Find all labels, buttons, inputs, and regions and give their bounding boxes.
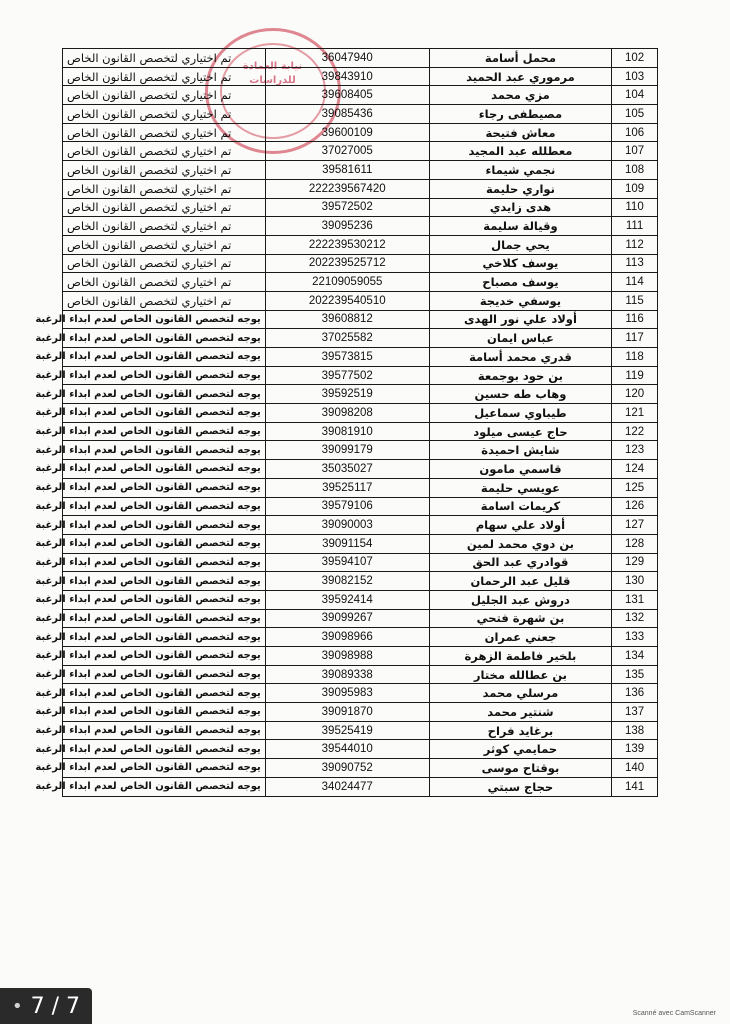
cell-student-id: 39082152	[265, 572, 429, 591]
cell-row-number: 103	[612, 67, 658, 86]
cell-student-id: 39592519	[265, 385, 429, 404]
table-row	[63, 291, 658, 310]
table-row	[63, 86, 658, 105]
cell-note: يوجه لتخصص القانون الخاص لعدم ابداء الرغبة	[63, 665, 266, 684]
cell-student-name: بن شهرة فتحي	[429, 609, 611, 628]
cell-note: تم اختياري لتخصص القانون الخاص	[63, 123, 266, 142]
cell-student-name: بلخير فاطمة الزهرة	[429, 647, 611, 666]
table-row	[63, 310, 658, 329]
cell-student-name: بن دوي محمد لمين	[429, 534, 611, 553]
cell-note: يوجه لتخصص القانون الخاص لعدم ابداء الرغبة	[63, 684, 266, 703]
table-row	[63, 534, 658, 553]
cell-row-number: 134	[612, 647, 658, 666]
cell-student-name: أولاد علي سهام	[429, 516, 611, 535]
cell-note: يوجه لتخصص القانون الخاص لعدم ابداء الرغبة	[63, 310, 266, 329]
cell-note: تم اختياري لتخصص القانون الخاص	[63, 273, 266, 292]
cell-row-number: 118	[612, 348, 658, 367]
table-row	[63, 404, 658, 423]
cell-note: يوجه لتخصص القانون الخاص لعدم ابداء الرغبة	[63, 329, 266, 348]
table-row	[63, 740, 658, 759]
cell-student-name: بن حود بوجمعة	[429, 366, 611, 385]
cell-student-name: دروش عبد الجليل	[429, 590, 611, 609]
cell-student-id: 39090003	[265, 516, 429, 535]
roster-body	[35, 49, 658, 797]
cell-note: يوجه لتخصص القانون الخاص لعدم ابداء الرغبة	[63, 721, 266, 740]
cell-row-number: 123	[612, 441, 658, 460]
cell-row-number: 124	[612, 460, 658, 479]
cell-student-id: 39099179	[265, 441, 429, 460]
cell-row-number: 125	[612, 478, 658, 497]
cell-student-id: 39577502	[265, 366, 429, 385]
cell-row-number: 104	[612, 86, 658, 105]
cell-student-id: 39098208	[265, 404, 429, 423]
table-row	[63, 441, 658, 460]
table-row	[63, 179, 658, 198]
cell-row-number: 133	[612, 628, 658, 647]
table-row	[63, 759, 658, 778]
cell-note: يوجه لتخصص القانون الخاص لعدم ابداء الرغبة	[63, 534, 266, 553]
cell-note: تم اختياري لتخصص القانون الخاص	[63, 235, 266, 254]
cell-row-number: 127	[612, 516, 658, 535]
cell-student-id: 39608405	[265, 86, 429, 105]
cell-note: يوجه لتخصص القانون الخاص لعدم ابداء الرغبة	[63, 553, 266, 572]
table-row	[63, 142, 658, 161]
cell-student-name: عباس ايمان	[429, 329, 611, 348]
cell-row-number: 128	[612, 534, 658, 553]
table-row	[63, 572, 658, 591]
cell-student-name: معطلله عبد المجيد	[429, 142, 611, 161]
cell-row-number: 126	[612, 497, 658, 516]
table-row	[63, 478, 658, 497]
cell-student-name: مرسلي محمد	[429, 684, 611, 703]
cell-student-id: 36047940	[265, 49, 429, 68]
cell-note: تم اختياري لتخصص القانون الخاص	[63, 49, 266, 68]
cell-student-name: هدى زايدي	[429, 198, 611, 217]
cell-note: يوجه لتخصص القانون الخاص لعدم ابداء الرغبة	[63, 759, 266, 778]
cell-student-name: معاش فتيحة	[429, 123, 611, 142]
cell-row-number: 105	[612, 105, 658, 124]
table-row	[63, 198, 658, 217]
cell-note: يوجه لتخصص القانون الخاص لعدم ابداء الرغبة	[63, 460, 266, 479]
cell-student-id: 222239530212	[265, 235, 429, 254]
cell-student-id: 39095983	[265, 684, 429, 703]
table-row	[63, 161, 658, 180]
cell-student-id: 35035027	[265, 460, 429, 479]
cell-student-id: 39095236	[265, 217, 429, 236]
cell-student-name: طيباوي سماعيل	[429, 404, 611, 423]
cell-note: تم اختياري لتخصص القانون الخاص	[63, 254, 266, 273]
cell-note: يوجه لتخصص القانون الخاص لعدم ابداء الرغبة	[63, 404, 266, 423]
cell-student-name: مصيطفى رجاء	[429, 105, 611, 124]
cell-note: يوجه لتخصص القانون الخاص لعدم ابداء الرغبة	[63, 572, 266, 591]
cell-student-name: نجمي شيماء	[429, 161, 611, 180]
cell-student-name: مزي محمد	[429, 86, 611, 105]
cell-row-number: 131	[612, 590, 658, 609]
cell-note: يوجه لتخصص القانون الخاص لعدم ابداء الرغبة	[63, 590, 266, 609]
table-row	[63, 422, 658, 441]
cell-row-number: 109	[612, 179, 658, 198]
cell-student-name: عويسي حليمة	[429, 478, 611, 497]
cell-row-number: 116	[612, 310, 658, 329]
cell-student-name: جعني عمران	[429, 628, 611, 647]
page-indicator	[0, 988, 92, 1024]
table-row	[63, 647, 658, 666]
cell-student-name: حاج عيسى ميلود	[429, 422, 611, 441]
cell-note: يوجه لتخصص القانون الخاص لعدم ابداء الرغبة	[63, 777, 266, 796]
cell-student-id: 39600109	[265, 123, 429, 142]
cell-student-name: محمل أسامة	[429, 49, 611, 68]
cell-note: يوجه لتخصص القانون الخاص لعدم ابداء الرغبة	[63, 497, 266, 516]
page-indicator-text: 7 / 7	[30, 993, 81, 1019]
cell-student-name: حمايمي كوثر	[429, 740, 611, 759]
cell-row-number: 115	[612, 291, 658, 310]
cell-student-id: 39579106	[265, 497, 429, 516]
cell-student-name: وهاب طه حسين	[429, 385, 611, 404]
cell-note: تم اختياري لتخصص القانون الخاص	[63, 291, 266, 310]
cell-row-number: 110	[612, 198, 658, 217]
stamp-text: نيابة العمادة للدراسات	[242, 61, 303, 86]
cell-note: يوجه لتخصص القانون الخاص لعدم ابداء الرغبة	[63, 422, 266, 441]
table-row	[63, 105, 658, 124]
cell-note: تم اختياري لتخصص القانون الخاص	[63, 217, 266, 236]
cell-student-name: مرموري عبد الحميد	[429, 67, 611, 86]
cell-student-id: 39608812	[265, 310, 429, 329]
cell-note: يوجه لتخصص القانون الخاص لعدم ابداء الرغبة	[63, 348, 266, 367]
cell-note: تم اختياري لتخصص القانون الخاص	[63, 86, 266, 105]
cell-student-id: 39525419	[265, 721, 429, 740]
cell-row-number: 112	[612, 235, 658, 254]
cell-student-id: 39525117	[265, 478, 429, 497]
table-row	[63, 329, 658, 348]
table-row	[63, 590, 658, 609]
table-row	[63, 385, 658, 404]
table-row	[63, 777, 658, 796]
cell-student-id: 39572502	[265, 198, 429, 217]
student-roster-table	[35, 48, 658, 797]
cell-row-number: 130	[612, 572, 658, 591]
cell-student-name: بوقتاح موسى	[429, 759, 611, 778]
cell-row-number: 102	[612, 49, 658, 68]
cell-student-name: قوادري عبد الحق	[429, 553, 611, 572]
cell-note: يوجه لتخصص القانون الخاص لعدم ابداء الرغبة	[63, 441, 266, 460]
cell-student-id: 39099267	[265, 609, 429, 628]
table-row	[63, 721, 658, 740]
cell-row-number: 137	[612, 703, 658, 722]
cell-note: يوجه لتخصص القانون الخاص لعدم ابداء الرغبة	[63, 516, 266, 535]
cell-row-number: 132	[612, 609, 658, 628]
table-row	[63, 665, 658, 684]
table-row	[63, 497, 658, 516]
cell-student-name: نواري حليمة	[429, 179, 611, 198]
cell-row-number: 135	[612, 665, 658, 684]
cell-row-number: 114	[612, 273, 658, 292]
table-row	[63, 553, 658, 572]
cell-student-name: يحي جمال	[429, 235, 611, 254]
table-row	[63, 217, 658, 236]
table-row	[63, 609, 658, 628]
cell-row-number: 122	[612, 422, 658, 441]
cell-row-number: 108	[612, 161, 658, 180]
cell-student-id: 37025582	[265, 329, 429, 348]
table-row	[63, 516, 658, 535]
cell-row-number: 129	[612, 553, 658, 572]
cell-student-id: 39098966	[265, 628, 429, 647]
table-row	[63, 49, 658, 68]
cell-student-name: يوسف كلاخي	[429, 254, 611, 273]
cell-note: يوجه لتخصص القانون الخاص لعدم ابداء الرغبة	[63, 385, 266, 404]
cell-note: يوجه لتخصص القانون الخاص لعدم ابداء الرغبة	[63, 628, 266, 647]
cell-student-name: قليل عبد الرحمان	[429, 572, 611, 591]
table-row	[63, 123, 658, 142]
table-row	[63, 67, 658, 86]
cell-student-id: 39089338	[265, 665, 429, 684]
table-row	[63, 348, 658, 367]
cell-student-id: 37027005	[265, 142, 429, 161]
cell-note: تم اختياري لتخصص القانون الخاص	[63, 161, 266, 180]
cell-student-id: 39843910	[265, 67, 429, 86]
table-row	[63, 273, 658, 292]
table-row	[63, 628, 658, 647]
cell-row-number: 120	[612, 385, 658, 404]
table-row	[63, 703, 658, 722]
cell-student-id: 39581611	[265, 161, 429, 180]
dot-icon: •	[11, 995, 23, 1017]
cell-row-number: 136	[612, 684, 658, 703]
cell-student-name: يوسف مصباح	[429, 273, 611, 292]
camscanner-watermark: Scanné avec CamScanner	[632, 1010, 716, 1017]
cell-student-name: وقيالة سليمة	[429, 217, 611, 236]
cell-row-number: 106	[612, 123, 658, 142]
cell-student-id: 39544010	[265, 740, 429, 759]
cell-student-id: 39594107	[265, 553, 429, 572]
cell-student-id: 22109059055	[265, 273, 429, 292]
cell-student-id: 39085436	[265, 105, 429, 124]
cell-student-id: 222239567420	[265, 179, 429, 198]
cell-row-number: 111	[612, 217, 658, 236]
cell-note: يوجه لتخصص القانون الخاص لعدم ابداء الرغبة	[63, 478, 266, 497]
cell-note: يوجه لتخصص القانون الخاص لعدم ابداء الرغبة	[63, 740, 266, 759]
cell-student-name: كريمات اسامة	[429, 497, 611, 516]
cell-note: يوجه لتخصص القانون الخاص لعدم ابداء الرغبة	[63, 703, 266, 722]
cell-note: تم اختياري لتخصص القانون الخاص	[63, 198, 266, 217]
cell-student-name: قدري محمد أسامة	[429, 348, 611, 367]
cell-row-number: 140	[612, 759, 658, 778]
cell-student-id: 34024477	[265, 777, 429, 796]
cell-student-name: قاسمي مامون	[429, 460, 611, 479]
cell-row-number: 121	[612, 404, 658, 423]
cell-student-name: يوسفي خديجة	[429, 291, 611, 310]
cell-note: تم اختياري لتخصص القانون الخاص	[63, 105, 266, 124]
cell-note: تم اختياري لتخصص القانون الخاص	[63, 67, 266, 86]
cell-student-id: 39091870	[265, 703, 429, 722]
cell-student-id: 39081910	[265, 422, 429, 441]
cell-note: يوجه لتخصص القانون الخاص لعدم ابداء الرغبة	[63, 366, 266, 385]
cell-student-id: 39573815	[265, 348, 429, 367]
cell-note: تم اختياري لتخصص القانون الخاص	[63, 179, 266, 198]
table-row	[63, 366, 658, 385]
cell-row-number: 107	[612, 142, 658, 161]
cell-row-number: 113	[612, 254, 658, 273]
cell-student-name: أولاد علي نور الهدى	[429, 310, 611, 329]
cell-student-name: شايش احميدة	[429, 441, 611, 460]
cell-note: تم اختياري لتخصص القانون الخاص	[63, 142, 266, 161]
cell-student-id: 39592414	[265, 590, 429, 609]
cell-row-number: 141	[612, 777, 658, 796]
cell-student-name: برغايد فراح	[429, 721, 611, 740]
table-row	[63, 460, 658, 479]
cell-student-id: 202239540510	[265, 291, 429, 310]
cell-row-number: 119	[612, 366, 658, 385]
cell-student-id: 39098988	[265, 647, 429, 666]
cell-student-name: حجاج سبتي	[429, 777, 611, 796]
table-row	[63, 684, 658, 703]
cell-row-number: 139	[612, 740, 658, 759]
cell-row-number: 138	[612, 721, 658, 740]
cell-row-number: 117	[612, 329, 658, 348]
cell-student-id: 202239525712	[265, 254, 429, 273]
cell-student-id: 39091154	[265, 534, 429, 553]
table-row	[63, 254, 658, 273]
cell-student-name: بن عطالله مختار	[429, 665, 611, 684]
cell-note: يوجه لتخصص القانون الخاص لعدم ابداء الرغبة	[63, 647, 266, 666]
cell-student-name: شنتير محمد	[429, 703, 611, 722]
cell-student-id: 39090752	[265, 759, 429, 778]
cell-note: يوجه لتخصص القانون الخاص لعدم ابداء الرغبة	[63, 609, 266, 628]
table-row	[63, 235, 658, 254]
